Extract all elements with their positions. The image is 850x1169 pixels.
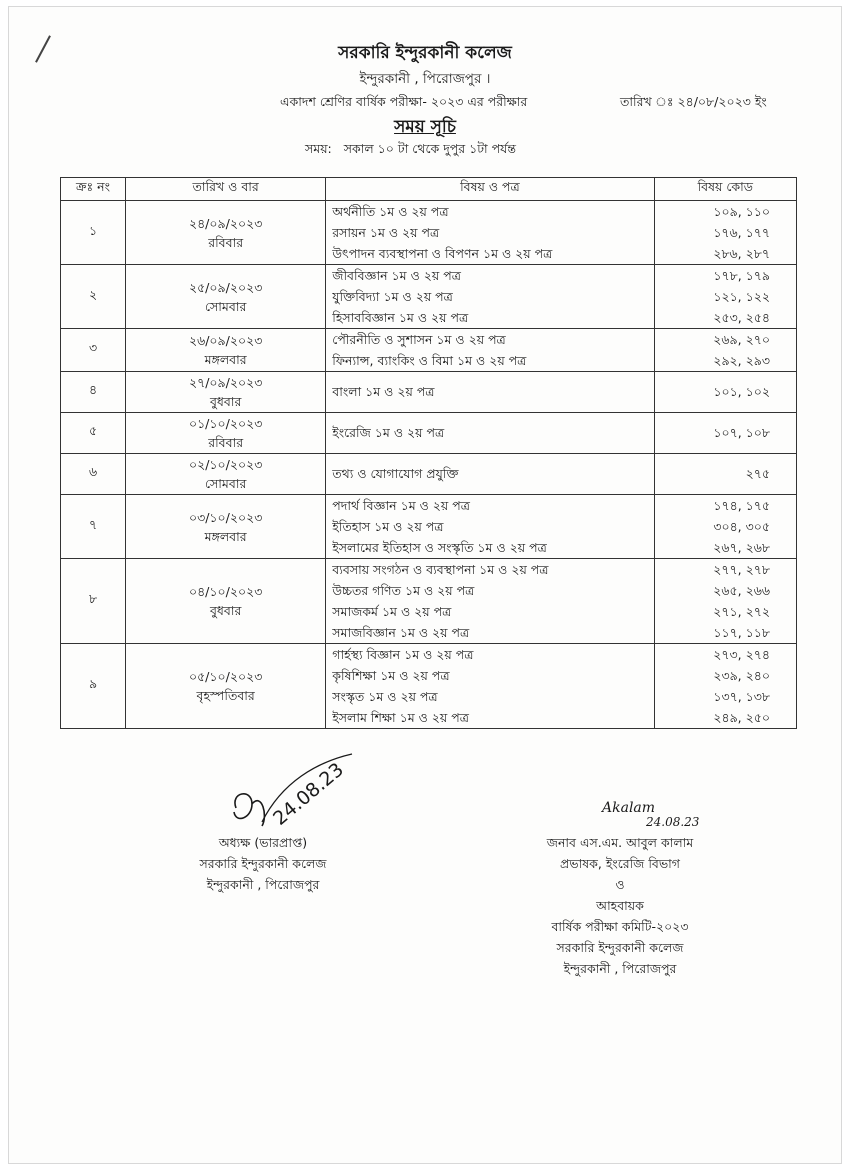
subject-paper: পৌরনীতি ও সুশাসন ১ম ও ২য় পত্র [332,332,506,347]
exam-date: ০৩/১০/২০২৩ [188,509,263,525]
subject-code: ২৬৭, ২৬৮ [713,540,770,555]
subject-paper: অর্থনীতি ১ম ও ২য় পত্র [332,204,449,219]
principal-signature [222,752,372,842]
subject-code: ২৭৭, ২৭৮ [713,562,770,577]
exam-day: রবিবার [208,435,244,450]
subject-cell [326,454,654,495]
subject-code-cell [654,495,796,559]
exam-date: ০৫/১০/২০২৩ [188,669,263,684]
subject-cell [326,372,654,413]
subject-code: ২৭১, ২৭২ [713,604,770,619]
principal-signature-date: 24.08.23 [269,758,349,830]
exam-date: ০২/১০/২০২৩ [188,457,263,472]
exam-day: বৃহস্পতিবার [196,688,255,703]
subject-code: ১৭৬, ১৭৭ [713,225,770,240]
date-day-cell [126,372,326,413]
subject-paper: ইসলাম শিক্ষা ১ম ও ২য় পত্র [332,710,469,725]
serial-cell: ৭ [61,495,126,559]
serial-cell: ৪ [61,372,126,413]
subject-code-cell [654,644,796,729]
subject-code: ২৩৯, ২৪০ [713,668,770,683]
subject-code: ২৮৬, ২৮৭ [713,246,770,261]
convener-committee: বার্ষিক পরীক্ষা কমিটি-২০২৩ [551,919,689,934]
subject-cell [326,265,654,329]
convener-signature-block [520,832,720,979]
exam-day: বুধবার [209,394,242,409]
subject-code: ২৭৫ [745,466,770,481]
subject-code: ৩০৪, ৩০৫ [713,519,770,534]
subject-code: ১২১, ১২২ [713,289,770,304]
subject-paper: ফিন্যান্স, ব্যাংকিং ও বিমা ১ম ও ২য় পত্র [332,353,527,368]
exam-time-line [305,141,524,161]
exam-title-line: একাদশ শ্রেণির বার্ষিক পরীক্ষা- ২০২৩ এর পরীক্ষার [280,94,528,109]
subject-cell [326,644,654,729]
table-row [61,559,797,644]
date-day-cell [126,454,326,495]
table-row [61,372,797,413]
header-date-day: তারিখ ও বার [126,178,326,201]
convener-name: জনাব এস.এম. আবুল কালাম [546,835,694,850]
convener-designation: প্রভাষক, ইংরেজি বিভাগ [559,856,681,871]
convener-and: ও [615,877,625,892]
principal-address: ইন্দুরকানী , পিরোজপুর [206,877,320,892]
convener-signature-handwriting: Akalam [602,800,656,816]
date-day-cell [126,644,326,729]
subject-code-cell [654,454,796,495]
date-day-cell [126,559,326,644]
serial-cell: ৫ [61,413,126,454]
exam-day: সোমবার [204,298,247,314]
exam-day: বুধবার [209,603,242,618]
time-value: সকাল ১০ টা থেকে দুপুর ১টা পর্যন্ত [343,141,516,156]
serial-cell: ১ [61,201,126,265]
subject-code-cell [654,265,796,329]
exam-date: ০১/১০/২০২৩ [188,416,263,431]
subject-paper: ব্যবসায় সংগঠন ও ব্যবস্থাপনা ১ম ও ২য় পত্র [332,562,549,577]
subject-code: ২৭৩, ২৭৪ [713,647,770,662]
table-row [61,413,797,454]
subject-cell [326,201,654,265]
exam-day: সোমবার [204,476,247,491]
date-day-cell [126,495,326,559]
principal-title: অধ্যক্ষ (ভারপ্রাপ্ত) [218,835,308,850]
subject-code-cell [654,329,796,372]
serial-cell: ৩ [61,329,126,372]
serial-cell: ৯ [61,644,126,729]
subject-code-cell [654,413,796,454]
subject-paper: সমাজকর্ম ১ম ও ২য় পত্র [332,604,452,619]
subject-code-cell [654,559,796,644]
header-subject: বিষয় ও পত্র [326,178,654,201]
subject-code: ২৯২, ২৯৩ [713,353,770,368]
subject-paper: ইসলামের ইতিহাস ও সংস্কৃতি ১ম ও ২য় পত্র [332,540,547,555]
exam-date: ২৬/০৯/২০২৩ [188,333,263,348]
serial-cell: ৮ [61,559,126,644]
subject-code: ২৬৫, ২৬৬ [713,583,770,598]
convener-address: ইন্দুরকানী , পিরোজপুর [563,961,677,976]
table-row [61,644,797,729]
subject-paper: কৃষিশিক্ষা ১ম ও ২য় পত্র [332,668,450,683]
principal-college: সরকারি ইন্দুরকানী কলেজ [199,856,327,871]
date-day-cell [126,201,326,265]
exam-date: ২৪/০৯/২০২৩ [188,215,263,231]
subject-paper: রসায়ন ১ম ও ২য় পত্র [332,225,440,240]
subject-paper: উচ্চতর গণিত ১ম ও ২য় পত্র [332,583,475,598]
subject-code: ১৭৮, ১৭৯ [713,268,770,283]
subject-cell [326,413,654,454]
college-address: ইন্দুরকানী , পিরোজপুর । [359,71,491,87]
exam-day: মঙ্গলবার [204,352,247,367]
subject-code: ১০৭, ১০৮ [713,425,770,440]
subject-paper: পদার্থ বিজ্ঞান ১ম ও ২য় পত্র [332,498,470,513]
convener-role: আহবায়ক [596,898,644,913]
serial-cell: ৬ [61,454,126,495]
table-header-row [61,178,797,201]
subject-code-cell [654,372,796,413]
convener-signature [598,796,728,832]
subject-paper: সমাজবিজ্ঞান ১ম ও ২য় পত্র [332,625,470,640]
serial-cell: ২ [61,265,126,329]
subject-paper: উৎপাদন ব্যবস্থাপনা ও বিপণন ১ম ও ২য় পত্র [332,246,553,261]
header-subject-code: বিষয় কোড [654,178,796,201]
subject-paper: গার্হস্থ্য বিজ্ঞান ১ম ও ২য় পত্র [332,647,474,662]
table-row [61,495,797,559]
subject-paper: হিসাববিজ্ঞান ১ম ও ২য় পত্র [332,310,469,325]
subject-paper: ইতিহাস ১ম ও ২য় পত্র [332,519,444,534]
table-row [61,265,797,329]
date-day-cell [126,265,326,329]
subject-paper: সংস্কৃত ১ম ও ২য় পত্র [332,689,438,704]
table-row [61,329,797,372]
exam-date: ২৫/০৯/২০২৩ [188,279,263,295]
exam-date: ০৪/১০/২০২৩ [188,584,263,599]
subject-code: ১৩৭, ১৩৮ [713,689,770,704]
subject-code: ১৭৪, ১৭৫ [713,498,770,513]
subject-code: ২৬৯, ২৭০ [713,332,770,347]
header-serial: ক্রঃ নং [61,178,126,201]
convener-college: সরকারি ইন্দুরকানী কলেজ [556,940,684,955]
subject-code-cell [654,201,796,265]
exam-day: রবিবার [208,234,244,250]
schedule-title: সময় সূচি [394,117,456,137]
subject-code: ২৫৩, ২৫৪ [713,310,770,325]
notice-date: তারিখ ঃ ২৪/০৮/২০২৩ ইং [620,94,767,109]
time-label: সময়: [305,141,332,156]
subject-paper: ইংরেজি ১ম ও ২য় পত্র [332,425,445,440]
principal-signature-block [168,832,358,895]
subject-code: ১০১, ১০২ [713,384,770,399]
date-day-cell [126,413,326,454]
table-row [61,454,797,495]
exam-schedule-table [60,177,797,729]
subject-cell [326,495,654,559]
subject-paper: তথ্য ও যোগাযোগ প্রযুক্তি [332,466,459,481]
convener-signature-date: 24.08.23 [646,815,700,829]
exam-date: ২৭/০৯/২০২৩ [188,375,263,390]
subject-paper: যুক্তিবিদ্যা ১ম ও ২য় পত্র [332,289,453,304]
subject-code: ১১৭, ১১৮ [713,625,770,640]
subject-code: ১০৯, ১১০ [713,204,770,219]
subject-cell [326,329,654,372]
subject-paper: বাংলা ১ম ও ২য় পত্র [332,384,435,399]
subject-cell [326,559,654,644]
college-name: সরকারি ইন্দুরকানী কলেজ [338,43,512,63]
table-row [61,201,797,265]
exam-day: মঙ্গলবার [204,528,247,544]
subject-paper: জীববিজ্ঞান ১ম ও ২য় পত্র [332,268,461,283]
subject-code: ২৪৯, ২৫০ [713,710,770,725]
date-day-cell [126,329,326,372]
